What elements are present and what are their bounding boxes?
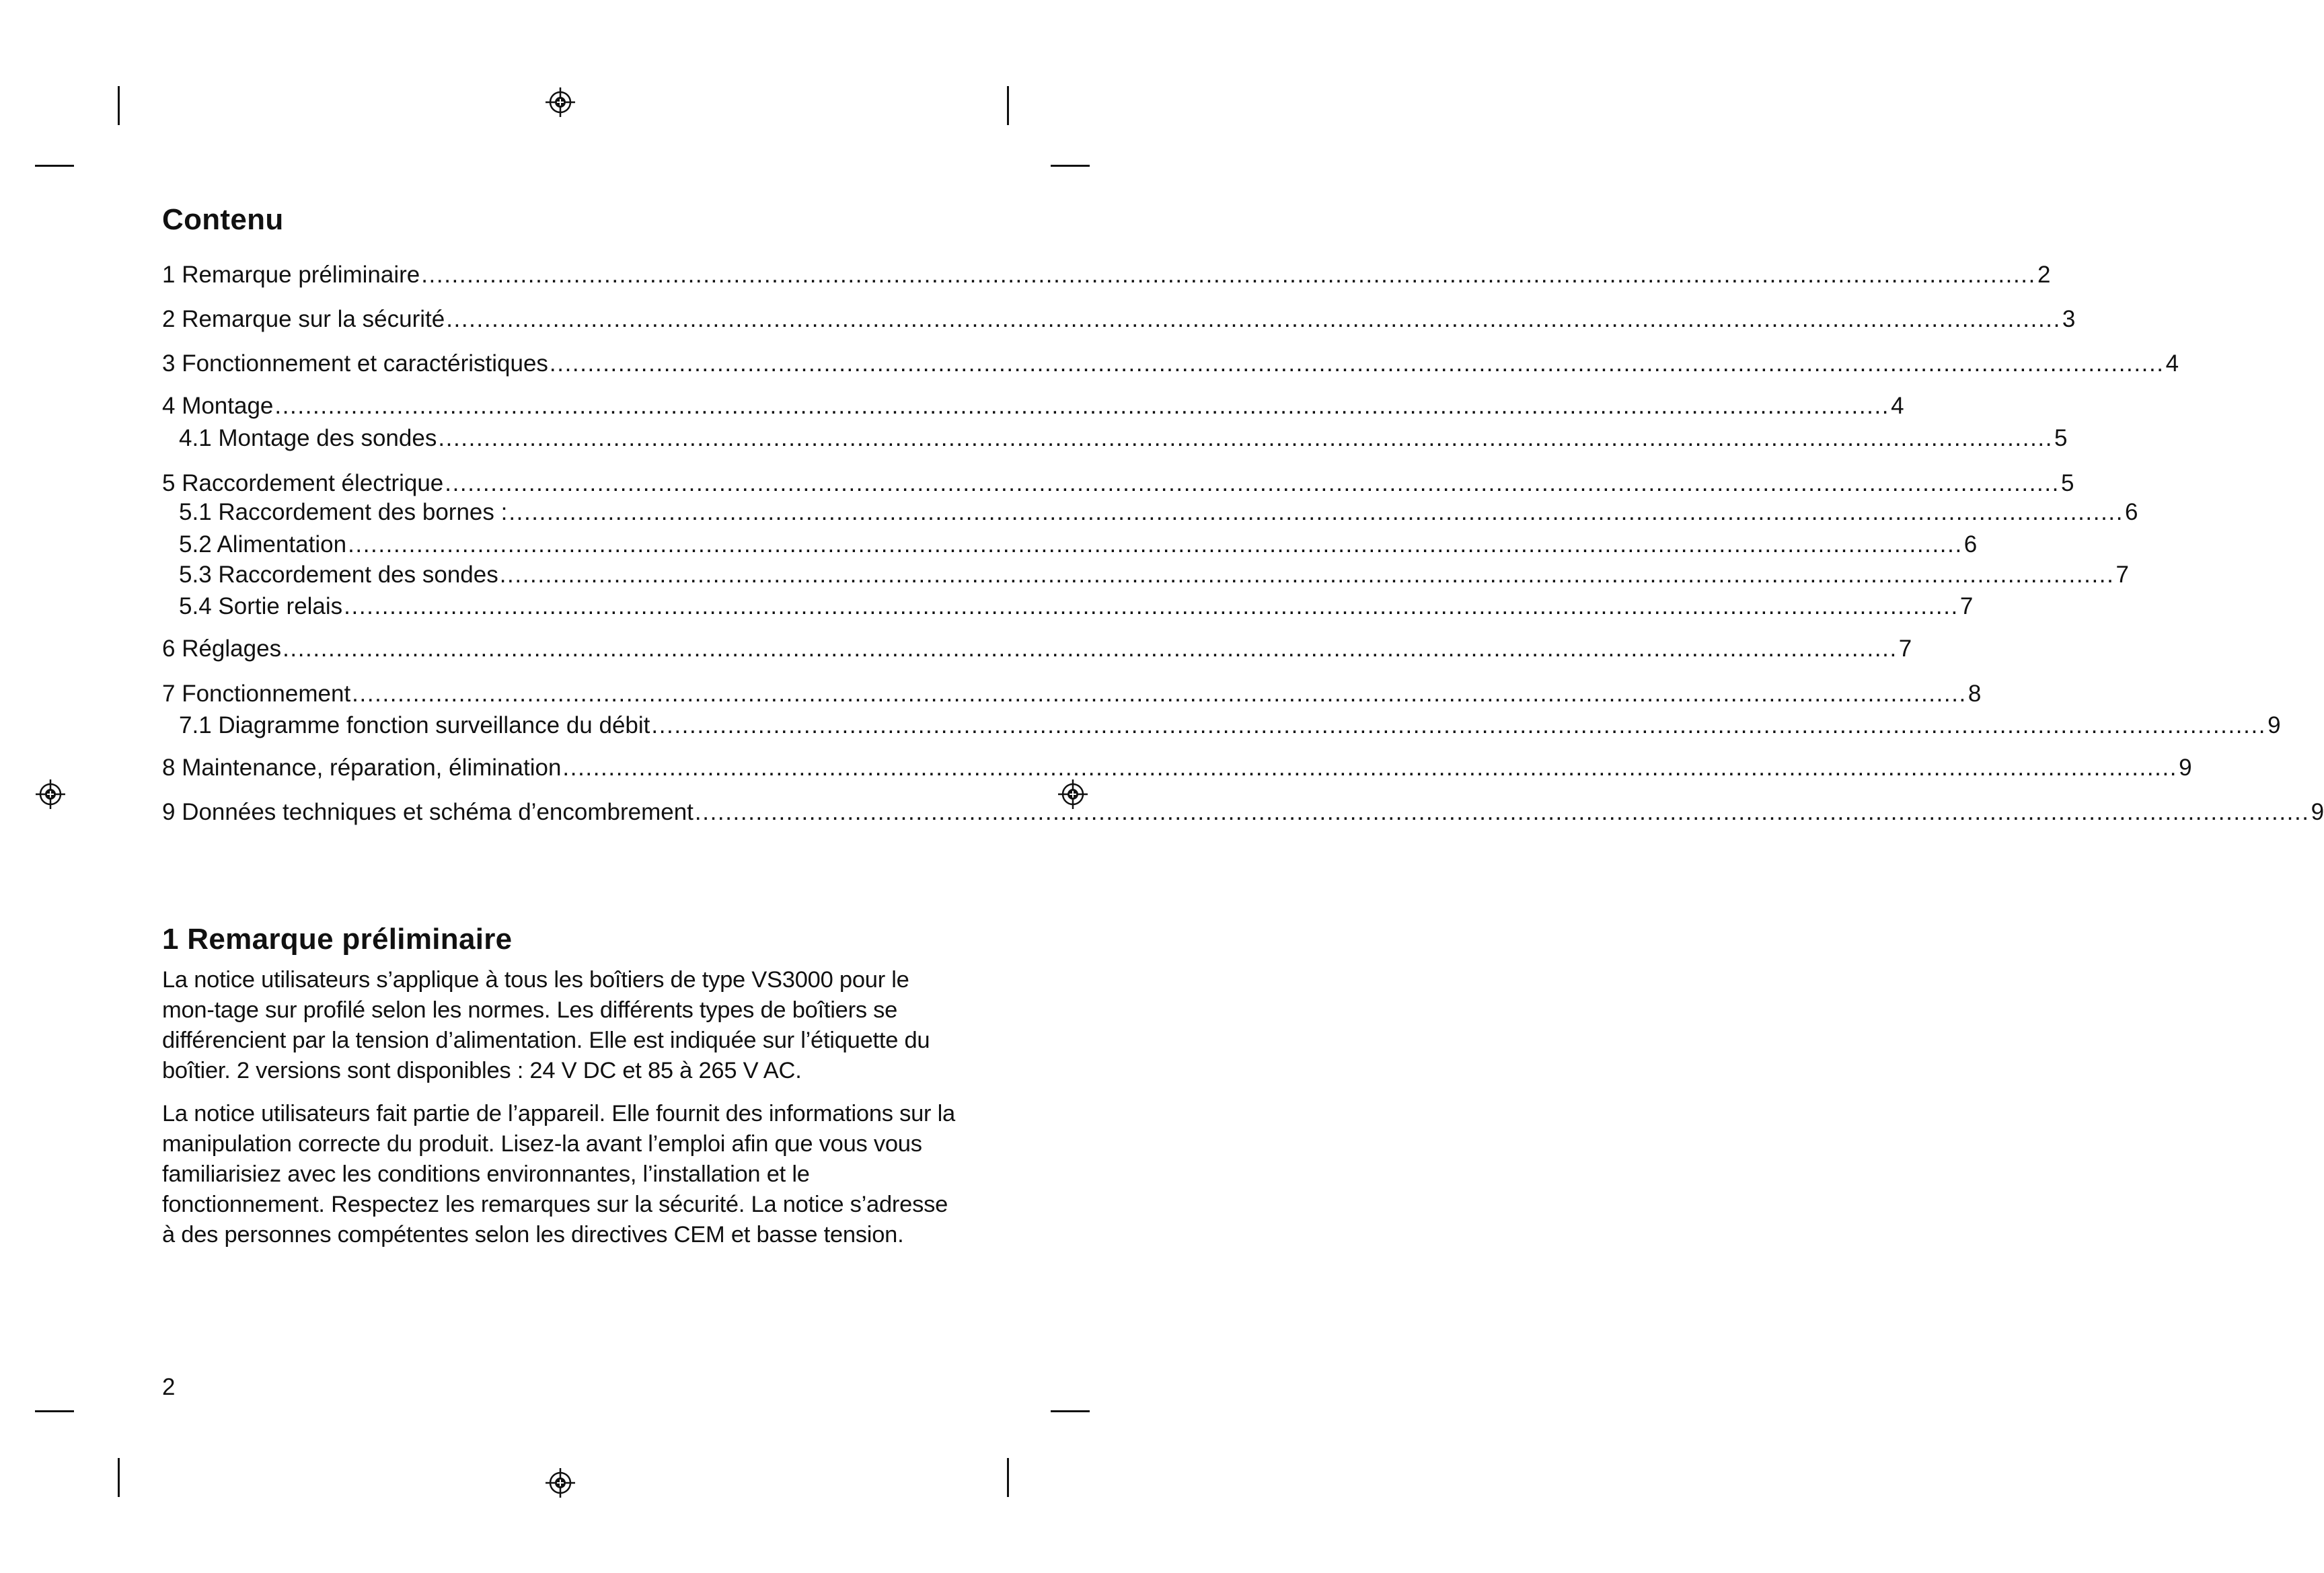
toc-entry-5-2[interactable]: 5.2 Alimentation .................................................................................................................................................................................................................... 6 [179,531,1978,558]
toc-entry-6[interactable]: 6 Réglages .................................................................................................................................................................................................................... 7 [162,636,1912,662]
crop-mark [1007,1458,1009,1497]
body-paragraph: La notice utilisateurs fait partie de l’appareil. Elle fournit des informations sur la manipulation correcte du produit. Lisez-la avant l’emploi afin que vous vous familiarisiez avec les conditions environnantes, l’installation et le fonctionnement. Respectez les remarques sur la sécurité. La notice s’adresse à des personnes compétentes selon les directives CEM et basse tension. [162,1101,955,1248]
toc-entry-9[interactable]: 9 Données techniques et schéma d’encombrement .................................................................................................................................................................................................................... 9 [162,799,2324,825]
toc-entry-1[interactable]: 1 Remarque préliminaire .................................................................................................................................................................................................................... 2 [162,262,2051,288]
toc-entry-7-1[interactable]: 7.1 Diagramme fonction surveillance du débit .................................................................................................................................................................................................................... 9 [179,712,2281,738]
toc-entry-7[interactable]: 7 Fonctionnement .................................................................................................................................................................................................................... 8 [162,681,1982,707]
toc-entry-3[interactable]: 3 Fonctionnement et caractéristiques .................................................................................................................................................................................................................... 4 [162,350,2179,377]
toc-title: Contenu [162,203,284,236]
crop-mark [35,165,74,167]
crop-mark [118,86,120,125]
crop-mark [1051,165,1090,167]
toc-entry-5-3[interactable]: 5.3 Raccordement des sondes .................................................................................................................................................................................................................... 7 [179,562,2129,588]
crop-mark [35,1410,74,1412]
registration-target-icon [34,777,67,811]
toc-entry-5-1[interactable]: 5.1 Raccordement des bornes : .................................................................................................................................................................................................................... 6 [179,499,2138,525]
toc-entry-5[interactable]: 5 Raccordement électrique .................................................................................................................................................................................................................... 5 [162,470,2074,496]
registration-target-icon [543,85,577,119]
section-heading: 1 Remarque préliminaire [162,923,513,956]
toc-entry-2[interactable]: 2 Remarque sur la sécurité .................................................................................................................................................................................................................... 3 [162,306,2076,332]
page-number: 2 [162,1374,176,1400]
registration-target-icon [543,1466,577,1500]
toc-entry-4[interactable]: 4 Montage .................................................................................................................................................................................................................... 4 [162,393,1904,419]
crop-mark [1007,86,1009,125]
toc-entry-4-1[interactable]: 4.1 Montage des sondes .................................................................................................................................................................................................................... 5 [179,425,2068,451]
body-paragraph: La notice utilisateurs s’applique à tous les boîtiers de type VS3000 pour le mon-tage sur profilé selon les normes. Les différents types de boîtiers se différencient par la tension d’alimentation. Elle est indiquée sur l’étiquette du boîtier. 2 versions sont disponibles : 24 V DC et 85 à 265 V AC. [162,967,930,1083]
crop-mark [118,1458,120,1497]
crop-mark [1051,1410,1090,1412]
toc-entry-8[interactable]: 8 Maintenance, réparation, élimination .................................................................................................................................................................................................................... 9 [162,755,2192,781]
toc-entry-5-4[interactable]: 5.4 Sortie relais .................................................................................................................................................................................................................... 7 [179,593,1974,619]
